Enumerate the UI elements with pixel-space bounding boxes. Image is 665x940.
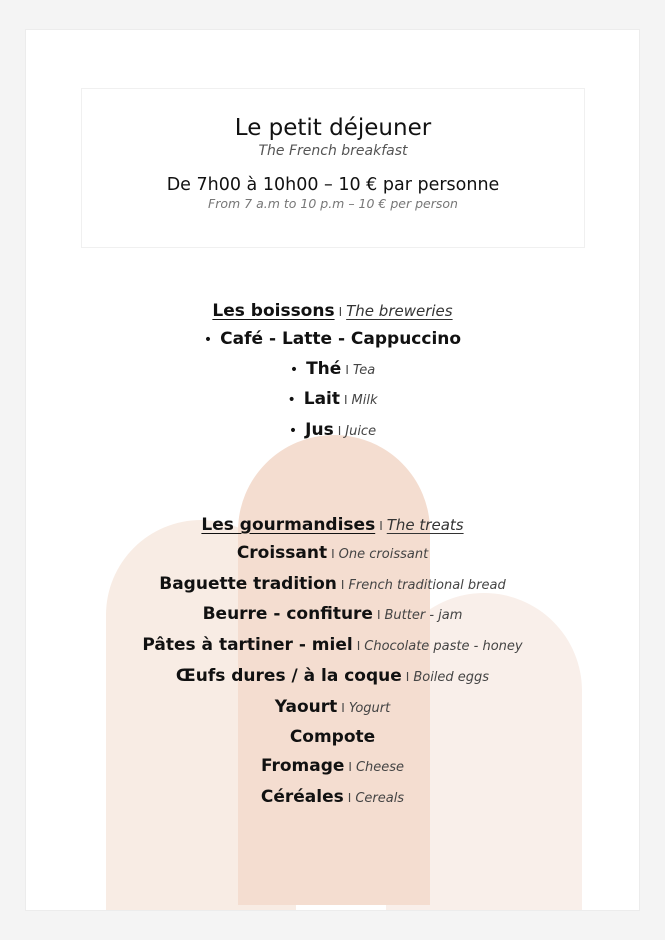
bullet-icon: • [287, 392, 296, 409]
list-item [26, 723, 639, 752]
item-separator: I [376, 608, 381, 623]
drinks-section [26, 298, 639, 447]
page-title: Le petit déjeuner [234, 115, 432, 141]
item-translation: Cheese [355, 759, 405, 775]
treats-section [26, 512, 639, 813]
item-translation: Cereals [355, 790, 405, 806]
list-item [26, 783, 639, 814]
item-translation: French traditional bread [348, 577, 506, 593]
treats-heading [26, 512, 639, 539]
list-item [26, 693, 639, 724]
item-name: Yaourt [274, 696, 338, 717]
service-hours: De 7h00 à 10h00 – 10 € par personne [166, 175, 500, 195]
item-translation: Milk [351, 393, 378, 409]
item-separator: I [347, 790, 352, 805]
bullet-icon: • [288, 423, 298, 440]
menu-header [81, 88, 585, 248]
menu-page [26, 30, 639, 910]
item-separator: I [331, 547, 335, 561]
item-name: Œufs dures / à la coque [175, 665, 402, 686]
item-name: Fromage [260, 755, 345, 776]
list-item [26, 416, 639, 447]
item-separator: I [405, 669, 410, 684]
list-item [26, 662, 639, 693]
list-item [26, 631, 639, 662]
treats-heading-en: The treats [386, 516, 464, 534]
item-name: Compote [289, 727, 376, 748]
page-subtitle: The French breakfast [258, 143, 408, 159]
drinks-heading [26, 298, 639, 325]
item-separator: I [341, 700, 345, 715]
item-name: Beurre - confiture [202, 604, 373, 625]
item-translation: One croissant [338, 547, 429, 562]
item-separator: I [345, 362, 349, 377]
item-translation: Yogurt [348, 700, 391, 716]
bullet-icon: • [203, 332, 213, 348]
list-item [26, 570, 639, 601]
item-name: Baguette tradition [159, 573, 337, 594]
item-name: Pâtes à tartiner - miel [142, 635, 353, 656]
item-name: Café - Latte - Cappuccino [220, 329, 462, 349]
list-item [26, 539, 639, 570]
drinks-heading-fr: Les boissons [212, 301, 335, 321]
service-hours-english: From 7 a.m to 10 p.m – 10 € per person [208, 196, 458, 211]
item-separator: I [348, 759, 352, 774]
item-translation: Chocolate paste - honey [364, 639, 523, 655]
drinks-heading-en: The breweries [346, 302, 453, 320]
list-item [26, 600, 639, 631]
item-separator: I [337, 424, 342, 439]
heading-separator: I [338, 305, 343, 319]
item-name: Jus [305, 420, 334, 441]
item-name: Lait [303, 389, 340, 410]
heading-separator: I [379, 519, 383, 533]
bullet-icon: • [289, 361, 299, 378]
treats-heading-fr: Les gourmandises [201, 515, 376, 535]
item-name: Croissant [236, 543, 328, 563]
item-translation: Butter - jam [384, 608, 463, 624]
list-item [26, 355, 639, 386]
item-translation: Juice [345, 424, 377, 440]
item-translation: Boiled eggs [413, 669, 490, 685]
item-separator: I [340, 577, 345, 592]
item-translation: Tea [352, 362, 376, 378]
item-name: Céréales [260, 786, 344, 807]
list-item [26, 385, 639, 416]
list-item [26, 752, 639, 783]
list-item [26, 325, 639, 355]
item-separator: I [344, 393, 348, 408]
item-separator: I [356, 639, 361, 654]
item-name: Thé [306, 358, 342, 379]
